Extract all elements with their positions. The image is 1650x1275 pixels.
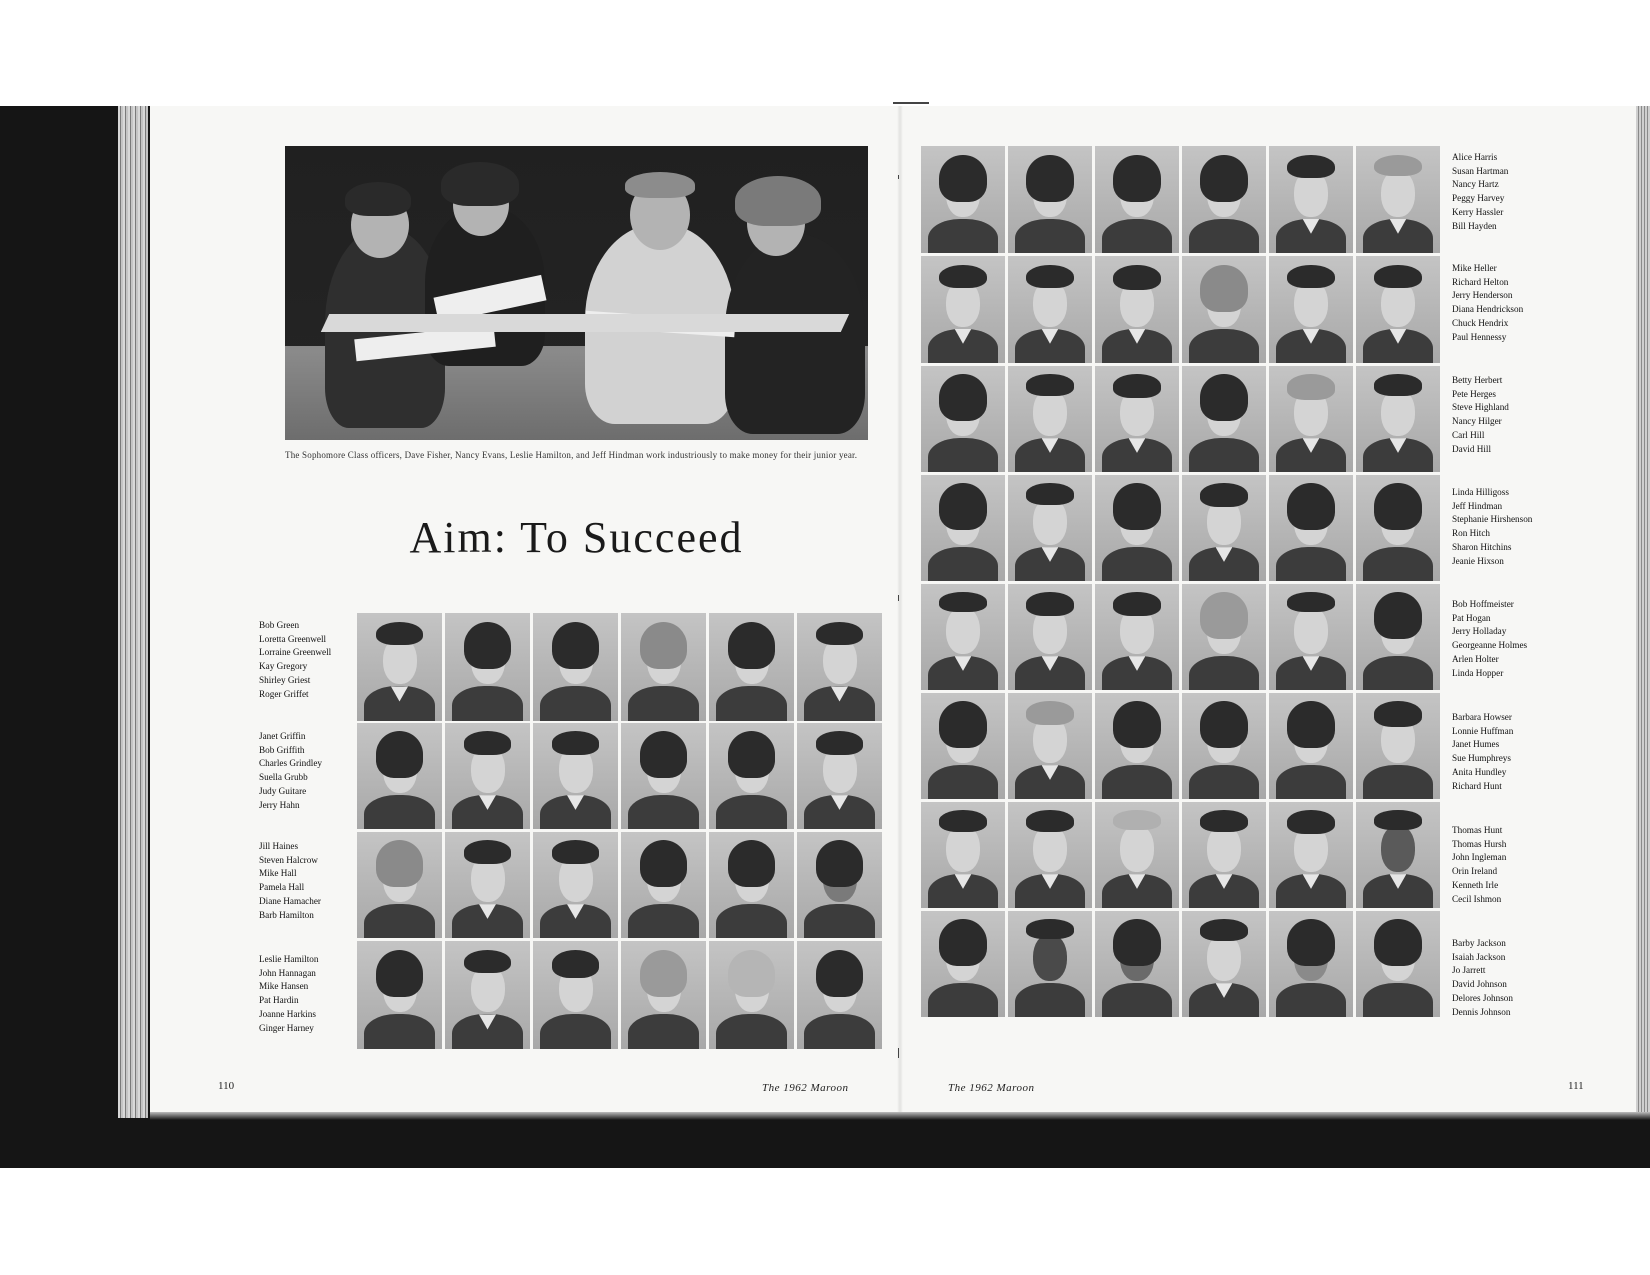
student-name: Pete Herges (1452, 388, 1496, 399)
student-name: Kenneth Irle (1452, 879, 1499, 890)
student-portrait (709, 832, 794, 938)
student-name: Janet Humes (1452, 739, 1500, 750)
student-name: Bob Hoffmeister (1452, 599, 1514, 609)
student-portrait (797, 832, 882, 938)
portrait-row (921, 366, 1440, 472)
student-name: Jeff Hindman (1452, 500, 1503, 511)
student-portrait (1008, 911, 1092, 1017)
student-name: Steve Highland (1452, 402, 1509, 413)
name-list-group-2 (259, 730, 359, 812)
student-name: Susan Hartman (1452, 165, 1509, 176)
student-portrait (533, 941, 618, 1049)
portrait-row (357, 941, 882, 1049)
student-portrait (445, 941, 530, 1049)
student-portrait (1356, 146, 1440, 253)
student-portrait (1356, 256, 1440, 363)
portrait-row (357, 832, 882, 938)
student-portrait (621, 832, 706, 938)
student-name: Georgeanne Holmes (1452, 640, 1528, 651)
student-name: Bob Green (259, 620, 300, 630)
photo-caption: The Sophomore Class officers, Dave Fisher, Nancy Evans, Leslie Hamilton, and Jeff Hindman work industriously to make money for their junior year. (285, 450, 858, 460)
student-name: Paul Hennessy (1452, 331, 1507, 342)
student-portrait (445, 723, 530, 829)
student-portrait (1269, 802, 1353, 908)
name-list-group-1 (1452, 151, 1552, 233)
student-portrait (445, 613, 530, 721)
student-name: Pat Hogan (1452, 612, 1491, 623)
student-portrait (1182, 693, 1266, 799)
page-number-right: 111 (1568, 1080, 1584, 1092)
student-portrait (357, 613, 442, 721)
name-list-group-2 (1452, 262, 1552, 344)
student-name: Jerry Holladay (1452, 626, 1507, 637)
student-portrait (1095, 911, 1179, 1017)
student-portrait (709, 723, 794, 829)
student-name: Stephanie Hirshenson (1452, 514, 1533, 525)
student-portrait (1095, 802, 1179, 908)
student-name: Mike Hansen (259, 981, 309, 992)
student-portrait (533, 832, 618, 938)
student-portrait (921, 366, 1005, 472)
student-name: Shirley Griest (259, 674, 311, 685)
student-name: Kerry Hassler (1452, 206, 1504, 217)
student-name: Jo Jarrett (1452, 965, 1486, 976)
student-portrait (357, 723, 442, 829)
student-portrait (709, 941, 794, 1049)
student-name: Pamela Hall (259, 882, 305, 893)
student-portrait (1182, 146, 1266, 253)
student-name: Alice Harris (1452, 152, 1498, 162)
student-name: Suella Grubb (259, 772, 308, 783)
scan-mark (898, 595, 899, 601)
page-bottom-shadow (150, 1112, 1650, 1120)
student-portrait (1182, 366, 1266, 472)
portrait-row (921, 256, 1440, 363)
book-page-edges (118, 106, 148, 1118)
student-name: Anita Hundley (1452, 766, 1507, 777)
student-portrait (1269, 366, 1353, 472)
student-portrait (1356, 693, 1440, 799)
student-portrait (709, 613, 794, 721)
student-name: Jill Haines (259, 841, 299, 851)
student-name: Leslie Hamilton (259, 954, 319, 964)
name-list-group-4 (259, 953, 359, 1035)
student-name: Barbara Howser (1452, 712, 1512, 722)
student-portrait (1008, 693, 1092, 799)
scan-mark (898, 1048, 899, 1058)
student-portrait (621, 613, 706, 721)
class-officers-photo (285, 146, 868, 440)
student-portrait (1008, 475, 1092, 581)
student-portrait (1356, 366, 1440, 472)
portrait-row (357, 613, 882, 721)
student-name: Mike Hall (259, 868, 297, 879)
student-name: Lonnie Huffman (1452, 725, 1514, 736)
student-name: Betty Herbert (1452, 375, 1503, 385)
student-name: Joanne Harkins (259, 1008, 316, 1019)
student-name: Linda Hilligoss (1452, 487, 1509, 497)
student-portrait (921, 475, 1005, 581)
student-name: Barby Jackson (1452, 938, 1506, 948)
student-portrait (797, 941, 882, 1049)
student-portrait (1356, 584, 1440, 690)
student-portrait (1269, 693, 1353, 799)
name-list-group-8 (1452, 937, 1552, 1019)
student-portrait (533, 723, 618, 829)
student-portrait (921, 911, 1005, 1017)
student-portrait (1008, 256, 1092, 363)
book-gutter (897, 106, 903, 1118)
name-list-group-4 (1452, 486, 1552, 568)
student-portrait (1356, 911, 1440, 1017)
student-portrait (921, 693, 1005, 799)
name-list-group-7 (1452, 824, 1552, 906)
student-portrait (797, 613, 882, 721)
student-portrait (797, 723, 882, 829)
name-list-group-6 (1452, 711, 1552, 793)
name-list-group-3 (1452, 374, 1552, 456)
student-name: Charles Grindley (259, 758, 323, 769)
student-portrait (1008, 584, 1092, 690)
running-title-left: The 1962 Maroon (762, 1082, 849, 1094)
student-name: Nancy Hartz (1452, 179, 1499, 190)
student-portrait (1095, 146, 1179, 253)
portrait-row (921, 693, 1440, 799)
running-title-right: The 1962 Maroon (948, 1082, 1035, 1094)
portrait-row (921, 911, 1440, 1017)
student-name: Chuck Hendrix (1452, 317, 1509, 328)
student-name: Mike Heller (1452, 263, 1497, 273)
student-name: Loretta Greenwell (259, 633, 327, 644)
student-portrait (1095, 366, 1179, 472)
page-number-left: 110 (218, 1080, 235, 1092)
student-portrait (921, 146, 1005, 253)
student-name: Janet Griffin (259, 731, 306, 741)
student-name: Jeanie Hixson (1452, 555, 1504, 566)
scan-mark (898, 175, 899, 179)
student-portrait (1095, 256, 1179, 363)
student-name: Bob Griffith (259, 744, 305, 755)
student-name: Thomas Hunt (1452, 825, 1503, 835)
student-portrait (1095, 475, 1179, 581)
student-portrait (1008, 802, 1092, 908)
student-portrait (621, 723, 706, 829)
student-name: Sharon Hitchins (1452, 541, 1512, 552)
student-name: Linda Hopper (1452, 667, 1504, 678)
student-portrait (533, 613, 618, 721)
portrait-row (921, 584, 1440, 690)
student-name: Carl Hill (1452, 429, 1485, 440)
student-name: Thomas Hursh (1452, 838, 1507, 849)
student-portrait (921, 256, 1005, 363)
student-portrait (1182, 802, 1266, 908)
student-portrait (1008, 146, 1092, 253)
student-portrait (921, 584, 1005, 690)
student-name: Sue Humphreys (1452, 753, 1511, 764)
scan-mark (893, 102, 929, 104)
student-name: John Ingleman (1452, 852, 1507, 863)
student-name: David Hill (1452, 443, 1492, 454)
portrait-row (921, 802, 1440, 908)
student-portrait (357, 832, 442, 938)
portrait-row (921, 475, 1440, 581)
student-name: Cecil Ishmon (1452, 893, 1502, 904)
student-name: Steven Halcrow (259, 854, 318, 865)
book-right-edge (1636, 106, 1650, 1118)
student-portrait (1269, 146, 1353, 253)
portrait-row (921, 146, 1440, 253)
student-name: Kay Gregory (259, 661, 308, 672)
student-portrait (1356, 802, 1440, 908)
student-portrait (1269, 911, 1353, 1017)
student-name: Jerry Hahn (259, 799, 300, 810)
page-headline: Aim: To Succeed (409, 513, 744, 562)
name-list-group-3 (259, 840, 359, 922)
name-list-group-1 (259, 619, 359, 701)
student-name: Ginger Harney (259, 1022, 314, 1033)
student-name: Orin Ireland (1452, 866, 1498, 877)
student-name: Pat Hardin (259, 995, 299, 1006)
student-portrait (445, 832, 530, 938)
student-portrait (1008, 366, 1092, 472)
student-name: Richard Hunt (1452, 780, 1502, 791)
student-portrait (1095, 693, 1179, 799)
student-name: Jerry Henderson (1452, 290, 1513, 301)
student-name: Roger Griffet (259, 688, 309, 699)
student-name: Judy Guitare (259, 785, 307, 796)
portrait-row (357, 723, 882, 829)
student-portrait (1269, 256, 1353, 363)
student-name: Ron Hitch (1452, 528, 1491, 539)
student-portrait (1095, 584, 1179, 690)
student-name: Barb Hamilton (259, 909, 314, 920)
student-name: Isaiah Jackson (1452, 951, 1506, 962)
student-name: Bill Hayden (1452, 220, 1497, 231)
student-name: Dennis Johnson (1452, 1006, 1511, 1017)
student-portrait (1182, 584, 1266, 690)
student-portrait (1182, 911, 1266, 1017)
student-portrait (357, 941, 442, 1049)
student-name: Lorraine Greenwell (259, 647, 332, 658)
student-portrait (1269, 475, 1353, 581)
student-name: Nancy Hilger (1452, 416, 1502, 427)
student-name: Richard Helton (1452, 276, 1509, 287)
student-name: John Hannagan (259, 967, 316, 978)
student-name: Diane Hamacher (259, 895, 321, 906)
student-portrait (621, 941, 706, 1049)
name-list-group-5 (1452, 598, 1552, 680)
student-portrait (1182, 256, 1266, 363)
student-name: Peggy Harvey (1452, 193, 1505, 204)
student-name: Arlen Holter (1452, 653, 1499, 664)
student-portrait (1356, 475, 1440, 581)
student-name: David Johnson (1452, 979, 1507, 990)
student-name: Diana Hendrickson (1452, 304, 1524, 315)
student-name: Delores Johnson (1452, 992, 1513, 1003)
student-portrait (1269, 584, 1353, 690)
student-portrait (921, 802, 1005, 908)
student-portrait (1182, 475, 1266, 581)
